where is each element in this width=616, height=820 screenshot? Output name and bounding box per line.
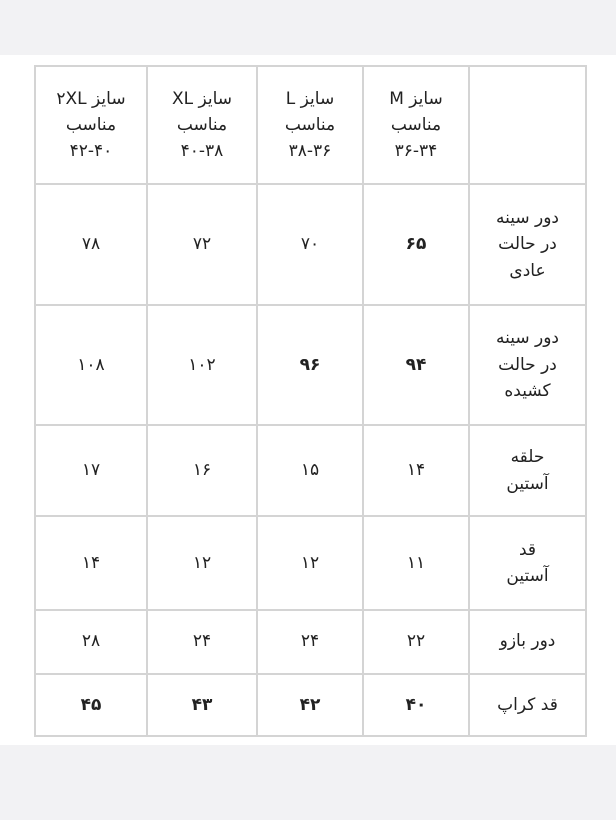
table-row	[35, 425, 586, 516]
row-label: دور بازو	[469, 610, 586, 674]
corner-cell	[469, 66, 586, 184]
size-table	[34, 65, 587, 737]
row-label: دور سینه در حالت کشیده	[469, 305, 586, 425]
table-row	[35, 184, 586, 304]
row-label: دور سینه در حالت عادی	[469, 184, 586, 304]
table-cell: ۷۰	[257, 184, 363, 304]
table-cell: ۴۲	[257, 674, 363, 736]
size-m-header: سایز M مناسب ۳۶-۳۴	[363, 66, 469, 184]
table-cell: ۴۰	[363, 674, 469, 736]
size-2xl-header: سایز ۲XL مناسب ۴۲-۴۰	[35, 66, 147, 184]
table-cell: ۱۰۸	[35, 305, 147, 425]
table-cell: ۲۸	[35, 610, 147, 674]
row-label: قد کراپ	[469, 674, 586, 736]
row-label: قد آستین	[469, 516, 586, 609]
table-cell: ۶۵	[363, 184, 469, 304]
table-cell: ۱۷	[35, 425, 147, 516]
table-cell: ۹۶	[257, 305, 363, 425]
table-cell: ۱۲	[257, 516, 363, 609]
table-row	[35, 516, 586, 609]
table-cell: ۱۴	[363, 425, 469, 516]
table-row	[35, 674, 586, 736]
table-cell: ۲۴	[257, 610, 363, 674]
size-chart-sheet	[0, 55, 616, 745]
table-cell: ۴۵	[35, 674, 147, 736]
table-cell: ۱۲	[147, 516, 257, 609]
table-header-row	[35, 66, 586, 184]
table-cell: ۱۴	[35, 516, 147, 609]
table-cell: ۲۲	[363, 610, 469, 674]
table-cell: ۷۸	[35, 184, 147, 304]
table-cell: ۱۵	[257, 425, 363, 516]
table-cell: ۹۴	[363, 305, 469, 425]
table-cell: ۴۳	[147, 674, 257, 736]
table-cell: ۲۴	[147, 610, 257, 674]
table-cell: ۱۶	[147, 425, 257, 516]
table-cell: ۱۱	[363, 516, 469, 609]
size-xl-header: سایز XL مناسب ۴۰-۳۸	[147, 66, 257, 184]
table-row	[35, 610, 586, 674]
table-row	[35, 305, 586, 425]
table-cell: ۱۰۲	[147, 305, 257, 425]
row-label: حلقه آستین	[469, 425, 586, 516]
table-cell: ۷۲	[147, 184, 257, 304]
size-l-header: سایز L مناسب ۳۸-۳۶	[257, 66, 363, 184]
